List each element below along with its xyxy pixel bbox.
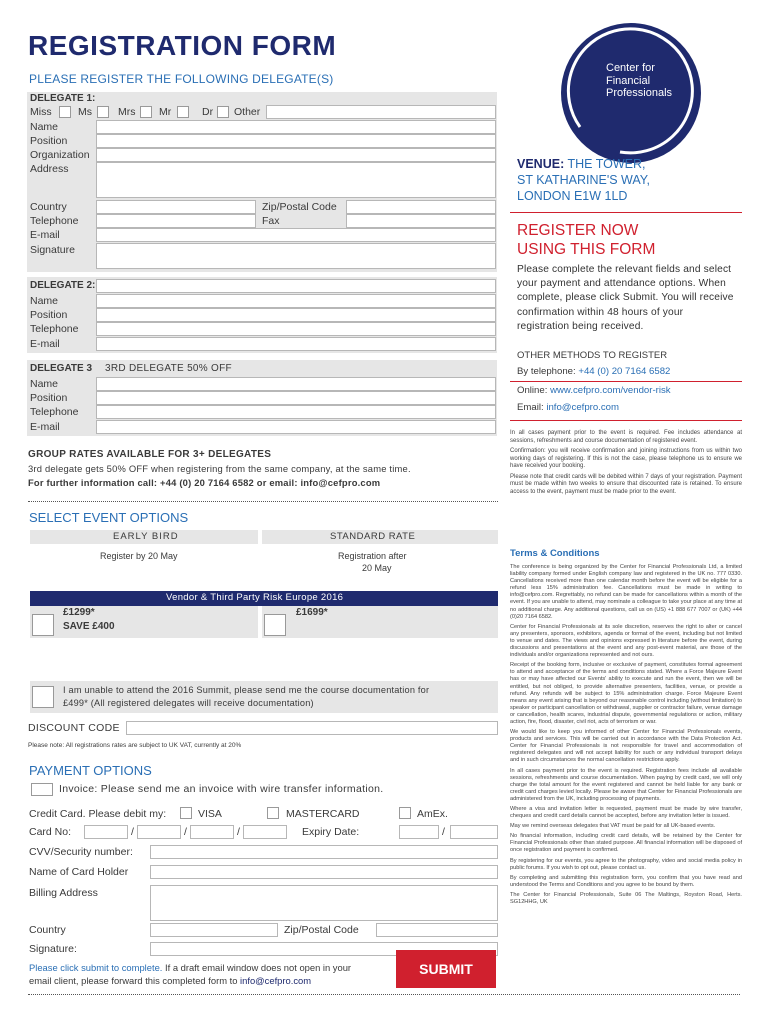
submit-button[interactable]: SUBMIT: [396, 950, 496, 988]
standard-price-checkbox[interactable]: [264, 614, 286, 636]
terms-p7: May we remind overseas delegates that VAT must be paid for all UK-based events.: [510, 823, 716, 830]
submit-footer-line2: email client, please forward this completed form to: [29, 974, 238, 986]
invoice-label: Invoice: Please send me an invoice with wire transfer information.: [59, 783, 384, 795]
standard-price: £1699*: [296, 607, 328, 618]
payment-heading: PAYMENT OPTIONS: [29, 763, 152, 778]
info-block: [510, 430, 742, 499]
event-options-heading: SELECT EVENT OPTIONS: [29, 510, 189, 525]
d1-name-label: Name: [30, 121, 59, 133]
d1-signature-label: Signature: [30, 244, 75, 256]
d2-name-input[interactable]: [96, 294, 496, 308]
terms-p5: In all cases payment prior to the event is required. Registration fees include all available sessions, refreshments and course documentation. When paying by credit card, we will only charge the total amount for the event registered and cannot be held liable for any bank or credit card charges levied locally. Please be aware that Center for Financial Professionals are administered from the UK, including processing of payments.: [510, 767, 742, 802]
register-online: [517, 385, 671, 396]
d1-email-input[interactable]: [96, 228, 496, 242]
group-rates-line2: For further information call: +44 (0) 20 7164 6582 or email: info@cefpro.com: [28, 477, 381, 488]
docs-line1: I am unable to attend the 2016 Summit, please send me the course documentation for: [63, 685, 430, 695]
pay-signature-label: Signature:: [29, 943, 77, 955]
info-p1: In all cases payment prior to the event is required. Fee includes attendance at sessions, refreshments and course documentation of registered event.: [510, 430, 742, 444]
logo-line-1: Center for: [606, 62, 655, 74]
event-name: Vendor & Third Party Risk Europe 2016: [166, 592, 344, 603]
docs-line2: £499* (All registered delegates will receive documentation): [63, 698, 314, 708]
d2-heading-input[interactable]: [96, 279, 496, 293]
mastercard-label: MASTERCARD: [286, 808, 360, 820]
pay-country-input[interactable]: [150, 923, 278, 937]
register-email: [517, 402, 619, 413]
group-rates-heading: GROUP RATES AVAILABLE FOR 3+ DELEGATES: [28, 449, 272, 460]
register-heading: [517, 221, 655, 259]
title-mr-label: Mr: [159, 106, 172, 118]
card-no-sep1: /: [131, 826, 134, 838]
d3-telephone-input[interactable]: [96, 405, 496, 419]
d3-position-input[interactable]: [96, 391, 496, 405]
venue-line2: ST KATHARINE'S WAY,: [517, 173, 650, 187]
terms-p2: Center for Financial Professionals at its sole discretion, reserves the right to alter or cancel any presenters, sponsors, exhibitors, agenda or format of the event, including but not limited to venue and dates. The views and opinions expressed in literature before the event, during discussions and presentations at the event and any post-event material, are those of the individuals and/or organizations represented and not ours.: [510, 623, 742, 659]
early-save: SAVE £400: [63, 621, 115, 632]
standard-rate-label: STANDARD RATE: [330, 531, 416, 542]
register-telephone: [517, 366, 670, 377]
d1-name-input[interactable]: [96, 120, 496, 134]
title-dr-label: Dr: [202, 106, 214, 118]
info-p2: Confirmation: you will receive confirmation and joining instructions from us within two working days of registering. If this is not the case, please telephone us to ensure we have received your booking.: [510, 448, 742, 469]
card-no-sep3: /: [237, 826, 240, 838]
page-title: REGISTRATION FORM: [28, 30, 337, 61]
online-link[interactable]: www.cefpro.com/vendor-risk: [550, 385, 671, 396]
expiry-month-input[interactable]: [399, 825, 439, 839]
online-label: Online:: [517, 385, 548, 396]
d2-position-input[interactable]: [96, 308, 496, 322]
card-holder-input[interactable]: [150, 865, 498, 879]
docs-checkbox[interactable]: [32, 686, 54, 708]
d3-email-input[interactable]: [96, 420, 496, 434]
terms-p1: The conference is being organized by the Center for Financial Professionals Ltd, a limited liability company formed under English company law and registered in the UK no. 777 0330. Cancellations received more than one calendar month before the event will be eligible for a refund less 15% administration fee. Cancellations must be made in writing to info@cefpro.com. Regrettably, no refund can be made for cancellations within a month of the event. If you are unable to attend, may nominate a colleague to take your place at any time at no additional charge. Any additional questions, call us on (US) +1 888 677 7007 or (UK) +44 (0)20 7164 6582.: [510, 564, 742, 620]
card-no-label: Card No:: [29, 826, 72, 838]
title-miss-checkbox[interactable]: [59, 106, 71, 118]
register-instructions: Please complete the relevant fields and select your payment and attendance options. When complete, please click Submit. You will receive confirmation within 48 hours of your registration being received.: [517, 264, 734, 332]
d1-zip-input[interactable]: [346, 200, 496, 214]
d1-address-label: Address: [30, 163, 69, 175]
d3-name-label: Name: [30, 378, 59, 390]
terms-body: [510, 564, 742, 909]
submit-footer-rest: If a draft email window does not open in your: [165, 962, 352, 973]
standard-note-1: Registration after: [338, 551, 407, 561]
early-bird-note: Register by 20 May: [100, 551, 178, 561]
card-no-part3[interactable]: [190, 825, 234, 839]
amex-checkbox[interactable]: [399, 807, 411, 819]
expiry-year-input[interactable]: [450, 825, 498, 839]
pay-zip-label: Zip/Postal Code: [284, 924, 359, 936]
visa-label: VISA: [198, 808, 222, 820]
early-price-checkbox[interactable]: [32, 614, 54, 636]
delegate2-heading: DELEGATE 2:: [30, 280, 96, 291]
card-no-part4[interactable]: [243, 825, 287, 839]
title-mr-checkbox[interactable]: [177, 106, 189, 118]
other-methods-heading: OTHER METHODS TO REGISTER: [517, 350, 668, 361]
d1-country-input[interactable]: [96, 200, 256, 214]
terms-p8: No financial information, including credit card details, will be retained by the Center for Financial Professionals other than stated purpose. All financial information will be disposed of once registration and payment is confirmed.: [510, 833, 742, 854]
d2-position-label: Position: [30, 309, 68, 321]
submit-footer-text: [29, 962, 351, 987]
d2-email-label: E-mail: [30, 338, 60, 350]
terms-p11: The Center for Financial Professionals, Suite 06 The Maltings, Royston Road, Herts. SG12HHG, UK: [510, 891, 742, 906]
d3-name-input[interactable]: [96, 377, 496, 391]
delegate3-note: 3RD DELEGATE 50% OFF: [105, 363, 232, 374]
register-heading-2: USING THIS FORM: [517, 241, 656, 258]
register-heading-1: REGISTER NOW: [517, 222, 639, 239]
terms-p10: By completing and submitting this registration form, you confirm that you have read and understood the Terms and Conditions and you agree to be bound by them.: [510, 874, 742, 888]
d1-organization-input[interactable]: [96, 148, 496, 162]
terms-p4: We would like to keep you informed of other Center for Financial Professionals events, products and services. This will be carried out in accordance with the Data Protection Act. Center for Financial Professionals is not responsible for travel and accommodation of registered delegates and will not accept liability for such or any individual transport delays and in such circumstances the normal cancellation restrictions apply.: [510, 729, 742, 764]
title-mrs-label: Mrs: [118, 106, 136, 118]
billing-input[interactable]: [150, 885, 498, 921]
amex-label: AmEx.: [417, 808, 448, 820]
d1-telephone-label: Telephone: [30, 215, 79, 227]
terms-p6: Where a visa and invitation letter is requested, payment must be made by wire transfer, cheques and credit card details cannot be accepted, before any invitation letter is issued.: [510, 806, 742, 820]
venue-label: VENUE:: [517, 157, 565, 171]
telephone-number[interactable]: +44 (0) 20 7164 6582: [578, 366, 671, 377]
d3-position-label: Position: [30, 392, 68, 404]
card-no-sep2: /: [184, 826, 187, 838]
title-ms-label: Ms: [78, 106, 92, 118]
terms-p9: By registering for our events, you agree to the photography, video and social media policy in public forums. If you wish to opt out, please contact us.: [510, 857, 742, 871]
venue-divider: [510, 212, 742, 213]
logo-line-2: Financial: [606, 74, 651, 87]
delegate3-heading: DELEGATE 3: [30, 363, 93, 374]
d1-email-label: E-mail: [30, 229, 60, 241]
cefpro-logo: [560, 22, 702, 164]
terms-p3: Receipt of the booking form, inclusive or exclusive of payment, constitutes formal agreement to attend and acceptance of the terms and conditions stated. Where a Force Majeure Event has or may have affected our Events' ability to execute and run the event, then we will be entitled, but not obliged, to provide alternative presenters, facilities, venue, or provide a refund. Any refunds will be subject to 15% administration charge. Force Majeure Event means any event arising that is beyond our reasonable control including (without limitation) to speaker or participant cancellation or withdrawal, supplier or contractor failure, venue damage or cancellation, health scares, industrial dispute, governmental regulations or action, military action, fire, flood, disaster, civil riot, acts of terrorism or war.: [510, 662, 742, 725]
cvv-label: CVV/Security number:: [29, 846, 133, 858]
d2-name-label: Name: [30, 295, 59, 307]
venue-line3: LONDON E1W 1LD: [517, 189, 628, 203]
delegate1-heading: DELEGATE 1:: [30, 93, 96, 104]
invoice-checkbox[interactable]: [31, 783, 53, 796]
group-rates-line1: 3rd delegate gets 50% OFF when registering from the same company, at the same time.: [28, 463, 411, 474]
standard-note-2: 20 May: [362, 563, 392, 573]
register-divider-2: [510, 420, 742, 421]
title-other-input[interactable]: [266, 105, 496, 119]
d1-country-label: Country: [30, 201, 67, 213]
d1-position-label: Position: [30, 135, 68, 147]
d1-fax-label: Fax: [262, 215, 280, 227]
register-divider-1: [510, 381, 742, 382]
divider-1: [28, 501, 498, 502]
title-other-label: Other: [234, 106, 261, 118]
early-bird-label: EARLY BIRD: [113, 531, 179, 542]
d1-zip-label: Zip/Postal Code: [262, 201, 337, 213]
title-miss-label: Miss: [30, 106, 52, 118]
d1-signature-input[interactable]: [96, 243, 496, 269]
title-ms-checkbox[interactable]: [97, 106, 109, 118]
submit-footer-email[interactable]: info@cefpro.com: [240, 974, 312, 986]
email-link[interactable]: info@cefpro.com: [546, 402, 619, 413]
divider-bottom: [28, 994, 740, 995]
d1-fax-input[interactable]: [346, 214, 496, 228]
credit-card-label: Credit Card. Please debit my:: [29, 808, 167, 820]
page-subtitle: PLEASE REGISTER THE FOLLOWING DELEGATE(S): [29, 72, 334, 86]
venue-line1: THE TOWER,: [567, 157, 646, 171]
telephone-label: By telephone:: [517, 366, 576, 377]
terms-heading: Terms & Conditions: [510, 548, 600, 559]
d3-telephone-label: Telephone: [30, 406, 79, 418]
submit-footer-blue: Please click submit to complete.: [29, 962, 163, 973]
discount-label: DISCOUNT CODE: [28, 722, 120, 734]
card-no-part2[interactable]: [137, 825, 181, 839]
d1-position-input[interactable]: [96, 134, 496, 148]
expiry-sep: /: [442, 826, 445, 838]
card-holder-label: Name of Card Holder: [29, 866, 129, 878]
mastercard-checkbox[interactable]: [267, 807, 279, 819]
card-no-part1[interactable]: [84, 825, 128, 839]
title-dr-checkbox[interactable]: [217, 106, 229, 118]
title-mrs-checkbox[interactable]: [140, 106, 152, 118]
venue-block: [517, 156, 650, 204]
d3-email-label: E-mail: [30, 421, 60, 433]
d1-address-input[interactable]: [96, 162, 496, 198]
visa-checkbox[interactable]: [180, 807, 192, 819]
d1-organization-label: Organization: [30, 149, 90, 161]
pay-zip-input[interactable]: [376, 923, 498, 937]
d2-telephone-label: Telephone: [30, 323, 79, 335]
d2-telephone-input[interactable]: [96, 322, 496, 336]
discount-input[interactable]: [126, 721, 498, 735]
d2-email-input[interactable]: [96, 337, 496, 351]
pay-country-label: Country: [29, 924, 66, 936]
cvv-input[interactable]: [150, 845, 498, 859]
d1-telephone-input[interactable]: [96, 214, 256, 228]
vat-note: Please note: All registrations rates are subject to UK VAT, currently at 20%: [28, 742, 242, 749]
email-label: Email:: [517, 402, 544, 413]
early-price: £1299*: [63, 607, 95, 618]
billing-label: Billing Address: [29, 887, 98, 899]
expiry-label: Expiry Date:: [302, 826, 360, 838]
logo-line-3: Professionals: [606, 87, 673, 99]
info-p3: Please note that credit cards will be debited within 7 days of your registration. Payment must be made within two weeks to ensure that discounted rate is retained. To ensure access to the event, payment must be made prior to the event.: [510, 473, 742, 495]
